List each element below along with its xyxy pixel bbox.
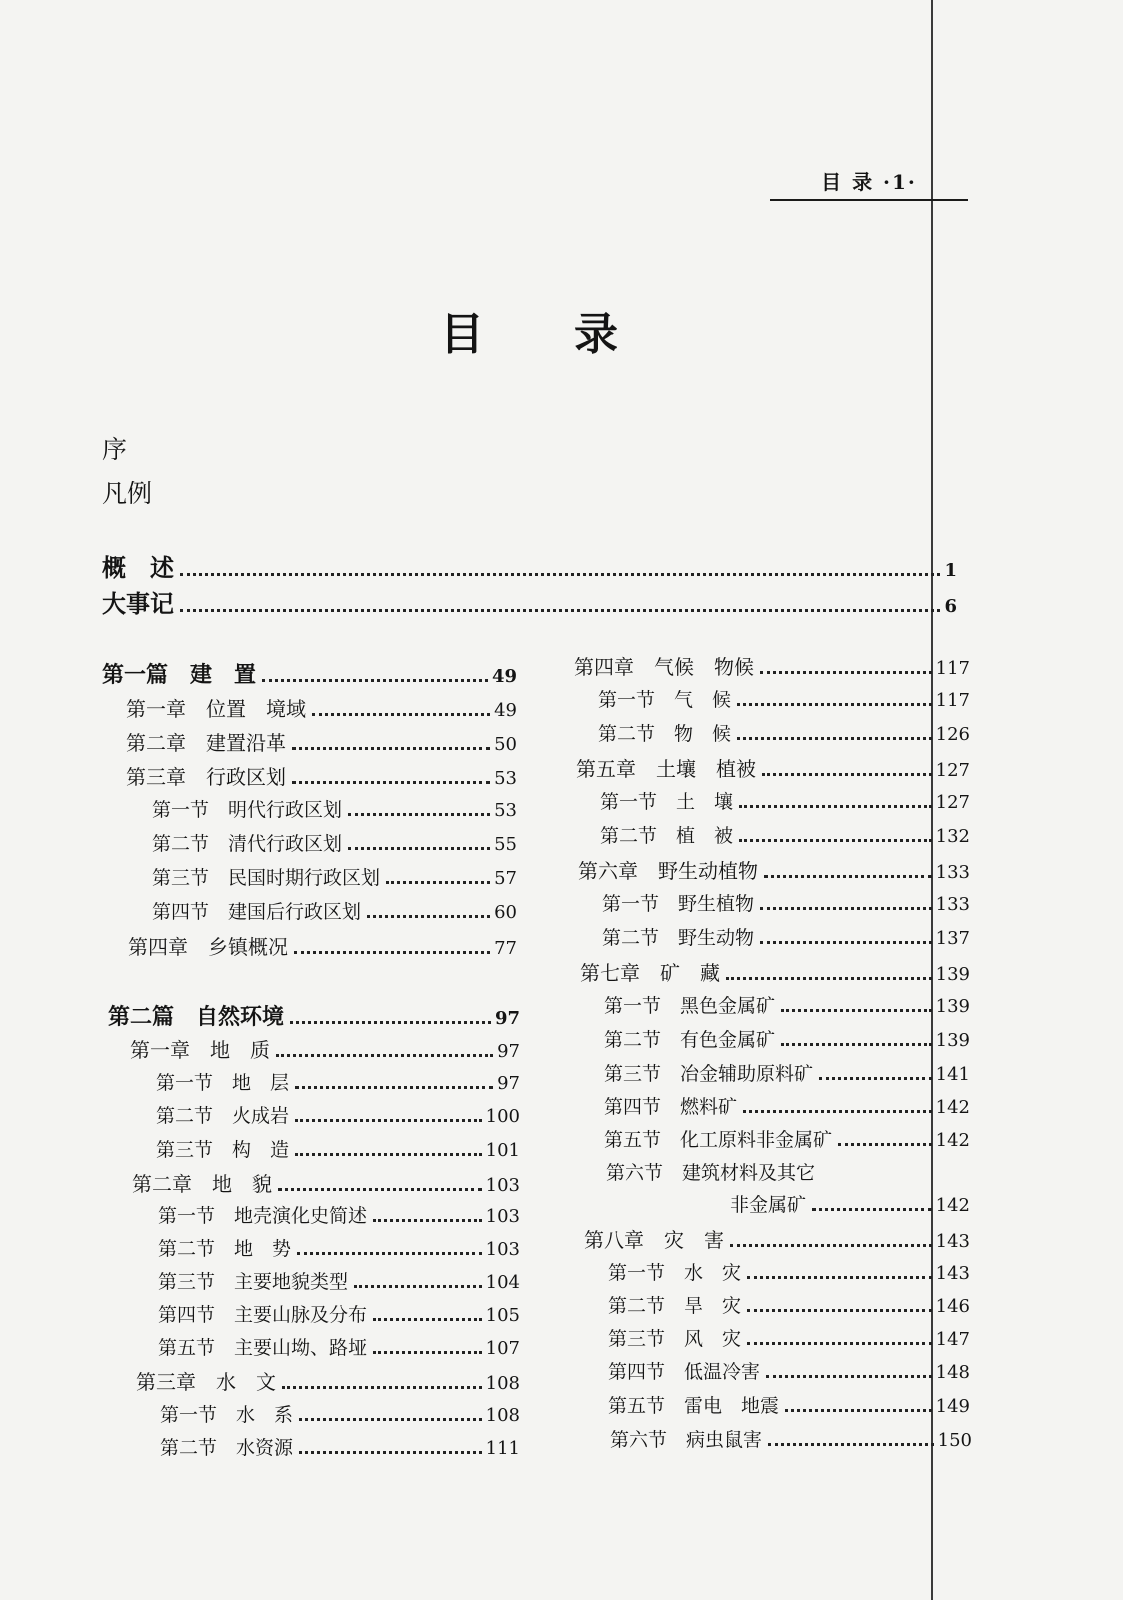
leader-dots xyxy=(354,1285,482,1288)
toc-section[interactable] xyxy=(598,719,970,746)
entry-label: 第二节 物 候 xyxy=(598,723,732,745)
entry-label: 第二节 水资源 xyxy=(160,1437,294,1459)
entry-page: 104 xyxy=(485,1272,520,1293)
entry-label: 第三节 冶金辅助原料矿 xyxy=(604,1063,814,1085)
entry-label: 第五节 雷电 地震 xyxy=(608,1395,780,1417)
entry-page: 97 xyxy=(497,1073,520,1094)
entry-label: 第五节 化工原料非金属矿 xyxy=(604,1129,833,1151)
toc-chapter[interactable] xyxy=(132,1168,520,1197)
entry-label: 大事记 xyxy=(102,589,174,618)
leader-dots xyxy=(278,1188,482,1191)
leader-dots xyxy=(294,951,490,954)
toc-section[interactable] xyxy=(158,1300,520,1327)
leader-dots xyxy=(747,1342,932,1345)
entry-label: 第六章 野生动植物 xyxy=(578,859,758,883)
entry-page: 117 xyxy=(935,690,970,711)
toc-chapter[interactable] xyxy=(584,1224,970,1253)
leader-dots xyxy=(762,773,932,776)
leader-dots xyxy=(838,1143,932,1146)
leader-dots xyxy=(348,847,490,850)
entry-label: 第三节 主要地貌类型 xyxy=(158,1271,349,1293)
entry-label: 第四节 建国后行政区划 xyxy=(152,901,362,923)
toc-section[interactable] xyxy=(158,1267,520,1294)
entry-page: 142 xyxy=(935,1097,970,1118)
entry-page: 133 xyxy=(935,862,970,883)
leader-dots xyxy=(295,1153,482,1156)
toc-chapter[interactable] xyxy=(578,855,970,884)
entry-page: 108 xyxy=(485,1405,520,1426)
toc-chapter[interactable] xyxy=(576,753,970,782)
leader-dots xyxy=(781,1043,932,1046)
entry-label: 第二节 有色金属矿 xyxy=(604,1029,776,1051)
entry-page: 133 xyxy=(935,894,970,915)
toc-chapter[interactable] xyxy=(580,957,970,986)
entry-page: 127 xyxy=(935,792,970,813)
entry-label: 第八章 灾 害 xyxy=(584,1228,724,1252)
entry-label: 第一节 明代行政区划 xyxy=(152,799,343,821)
leader-dots xyxy=(282,1386,482,1389)
entry-label: 第四章 气候 物候 xyxy=(574,655,754,679)
toc-section[interactable] xyxy=(156,1101,520,1128)
entry-page: 142 xyxy=(935,1195,970,1216)
entry-label: 第一篇 建 置 xyxy=(102,662,257,688)
entry-label: 概 述 xyxy=(102,553,174,582)
entry-label: 第二节 火成岩 xyxy=(156,1105,290,1127)
leader-dots xyxy=(781,1009,932,1012)
leader-dots xyxy=(180,573,940,576)
entry-label: 第六节 病虫鼠害 xyxy=(610,1429,763,1451)
entry-label: 第二节 清代行政区划 xyxy=(152,833,343,855)
leader-dots xyxy=(367,915,490,918)
toc-chapter[interactable] xyxy=(126,761,517,790)
entry-page: 103 xyxy=(485,1239,520,1260)
toc-chapter[interactable] xyxy=(130,1034,520,1063)
toc-section[interactable] xyxy=(600,821,970,848)
toc-section[interactable] xyxy=(602,889,970,916)
entry-label: 第二节 旱 灾 xyxy=(608,1295,742,1317)
entry-label: 第一节 土 壤 xyxy=(600,791,734,813)
entry-label: 第一节 水 系 xyxy=(160,1404,294,1426)
entry-label: 非金属矿 xyxy=(730,1194,807,1216)
entry-label: 第一节 黑色金属矿 xyxy=(604,995,776,1017)
entry-label: 第二章 地 貌 xyxy=(132,1172,272,1196)
leader-dots xyxy=(739,805,932,808)
entry-label: 第四节 低温冷害 xyxy=(608,1361,761,1383)
entry-label: 第一节 水 灾 xyxy=(608,1262,742,1284)
leader-dots xyxy=(726,977,932,980)
entry-page: 127 xyxy=(935,760,970,781)
toc-section-continuation[interactable] xyxy=(730,1190,970,1217)
entry-page: 49 xyxy=(494,700,517,721)
entry-label: 第三节 民国时期行政区划 xyxy=(152,867,381,889)
toc-section[interactable] xyxy=(158,1201,520,1228)
toc-chapter[interactable] xyxy=(136,1366,520,1395)
leader-dots xyxy=(295,1086,493,1089)
toc-section[interactable] xyxy=(152,795,517,822)
toc-section[interactable] xyxy=(156,1135,520,1162)
toc-section[interactable] xyxy=(604,1092,970,1119)
toc-section[interactable] xyxy=(604,1025,970,1052)
leader-dots xyxy=(785,1409,932,1412)
entry-label: 第六节 建筑材料及其它 xyxy=(606,1162,816,1184)
entry-page: 108 xyxy=(485,1373,520,1394)
toc-entry-chronicle[interactable] xyxy=(102,584,957,619)
entry-page: 148 xyxy=(935,1362,970,1383)
entry-page: 6 xyxy=(944,596,957,617)
entry-page: 101 xyxy=(485,1140,520,1161)
toc-section[interactable] xyxy=(608,1391,970,1418)
toc-section[interactable] xyxy=(158,1234,520,1261)
toc-chapter[interactable] xyxy=(126,693,517,722)
toc-section[interactable] xyxy=(152,829,517,856)
toc-section[interactable] xyxy=(602,923,970,950)
toc-part[interactable] xyxy=(102,658,517,689)
leader-dots xyxy=(373,1219,482,1222)
leader-dots xyxy=(348,813,490,816)
entry-label: 第二节 野生动物 xyxy=(602,927,755,949)
leader-dots xyxy=(386,881,490,884)
entry-label: 第二节 植 被 xyxy=(600,825,734,847)
entry-page: 77 xyxy=(494,938,517,959)
header-rule xyxy=(770,199,968,201)
leader-dots xyxy=(292,747,490,750)
leader-dots xyxy=(299,1451,482,1454)
entry-page: 117 xyxy=(935,658,970,679)
running-head: 目 录 ·1· xyxy=(821,170,917,194)
entry-page: 126 xyxy=(935,724,970,745)
toc-section[interactable] xyxy=(158,1333,520,1360)
entry-label: 第五节 主要山坳、路垭 xyxy=(158,1337,368,1359)
leader-dots xyxy=(290,1021,491,1024)
leader-dots xyxy=(373,1351,482,1354)
entry-page: 97 xyxy=(494,1008,520,1029)
leader-dots xyxy=(743,1110,932,1113)
entry-label: 第三章 行政区划 xyxy=(126,765,286,789)
leader-dots xyxy=(747,1276,932,1279)
leader-dots xyxy=(297,1252,482,1255)
entry-label: 第二篇 自然环境 xyxy=(108,1004,285,1030)
leader-dots xyxy=(766,1375,932,1378)
toc-section[interactable] xyxy=(152,863,517,890)
entry-page: 141 xyxy=(935,1064,970,1085)
entry-page: 103 xyxy=(485,1206,520,1227)
leader-dots xyxy=(295,1119,482,1122)
leader-dots xyxy=(760,907,932,910)
entry-page: 105 xyxy=(485,1305,520,1326)
toc-section[interactable] xyxy=(604,1125,970,1152)
entry-page: 146 xyxy=(935,1296,970,1317)
toc-section[interactable] xyxy=(604,1059,970,1086)
entry-page: 55 xyxy=(494,834,517,855)
entry-page: 60 xyxy=(494,902,517,923)
leader-dots xyxy=(739,839,932,842)
toc-section[interactable] xyxy=(156,1068,520,1095)
entry-page: 107 xyxy=(485,1338,520,1359)
entry-label: 第二节 地 势 xyxy=(158,1238,292,1260)
toc-section[interactable] xyxy=(604,991,970,1018)
leader-dots xyxy=(312,713,490,716)
entry-page: 137 xyxy=(935,928,970,949)
toc-section[interactable] xyxy=(610,1425,972,1452)
entry-label: 第三节 风 灾 xyxy=(608,1328,742,1350)
toc-chapter[interactable] xyxy=(128,931,517,960)
leader-dots xyxy=(262,679,488,682)
front-matter-guide: 凡例 xyxy=(102,479,153,508)
entry-page: 53 xyxy=(494,800,517,821)
entry-page: 147 xyxy=(935,1329,970,1350)
toc-chapter[interactable] xyxy=(574,651,970,680)
leader-dots xyxy=(276,1054,493,1057)
front-matter-preface: 序 xyxy=(102,435,128,464)
entry-label: 第一章 位置 境域 xyxy=(126,697,306,721)
leader-dots xyxy=(764,875,932,878)
entry-label: 第一节 地 层 xyxy=(156,1072,290,1094)
leader-dots xyxy=(292,781,490,784)
toc-section[interactable] xyxy=(598,685,970,712)
toc-part[interactable] xyxy=(108,1000,520,1031)
entry-page: 143 xyxy=(935,1231,970,1252)
toc-section-multiline[interactable] xyxy=(606,1158,970,1185)
leader-dots xyxy=(299,1418,482,1421)
entry-label: 第一章 地 质 xyxy=(130,1038,270,1062)
entry-page: 49 xyxy=(491,666,517,687)
entry-page: 139 xyxy=(935,1030,970,1051)
page-title: 目录 xyxy=(440,309,708,360)
entry-page: 50 xyxy=(494,734,517,755)
leader-dots xyxy=(737,703,932,706)
toc-section[interactable] xyxy=(152,897,517,924)
leader-dots xyxy=(737,737,932,740)
leader-dots xyxy=(760,671,932,674)
toc-section[interactable] xyxy=(608,1324,970,1351)
entry-page: 149 xyxy=(935,1396,970,1417)
entry-label: 第一节 气 候 xyxy=(598,689,732,711)
entry-label: 第三节 构 造 xyxy=(156,1139,290,1161)
leader-dots xyxy=(747,1309,932,1312)
entry-label: 第一节 地壳演化史简述 xyxy=(158,1205,368,1227)
entry-page: 97 xyxy=(497,1041,520,1062)
entry-page: 150 xyxy=(937,1430,972,1451)
entry-page: 53 xyxy=(494,768,517,789)
toc-section[interactable] xyxy=(608,1291,970,1318)
entry-page: 57 xyxy=(494,868,517,889)
leader-dots xyxy=(760,941,932,944)
toc-section[interactable] xyxy=(608,1357,970,1384)
leader-dots xyxy=(730,1244,932,1247)
entry-page: 132 xyxy=(935,826,970,847)
toc-entry-overview[interactable] xyxy=(102,548,957,583)
entry-page: 139 xyxy=(935,996,970,1017)
entry-page: 142 xyxy=(935,1130,970,1151)
leader-dots xyxy=(812,1208,932,1211)
entry-label: 第四节 主要山脉及分布 xyxy=(158,1304,368,1326)
entry-page: 100 xyxy=(485,1106,520,1127)
leader-dots xyxy=(180,609,940,612)
entry-page: 103 xyxy=(485,1175,520,1196)
toc-section[interactable] xyxy=(600,787,970,814)
leader-dots xyxy=(768,1443,934,1446)
entry-label: 第五章 土壤 植被 xyxy=(576,757,756,781)
leader-dots xyxy=(373,1318,482,1321)
entry-label: 第二章 建置沿革 xyxy=(126,731,286,755)
entry-page: 143 xyxy=(935,1263,970,1284)
toc-section[interactable] xyxy=(160,1433,520,1460)
toc-section[interactable] xyxy=(608,1258,970,1285)
entry-label: 第四章 乡镇概况 xyxy=(128,935,288,959)
leader-dots xyxy=(819,1077,932,1080)
entry-label: 第一节 野生植物 xyxy=(602,893,755,915)
entry-page: 139 xyxy=(935,964,970,985)
entry-page: 111 xyxy=(485,1438,520,1459)
entry-label: 第七章 矿 藏 xyxy=(580,961,720,985)
entry-page: 1 xyxy=(944,560,957,581)
toc-chapter[interactable] xyxy=(126,727,517,756)
entry-label: 第三章 水 文 xyxy=(136,1370,276,1394)
entry-label: 第四节 燃料矿 xyxy=(604,1096,738,1118)
toc-section[interactable] xyxy=(160,1400,520,1427)
